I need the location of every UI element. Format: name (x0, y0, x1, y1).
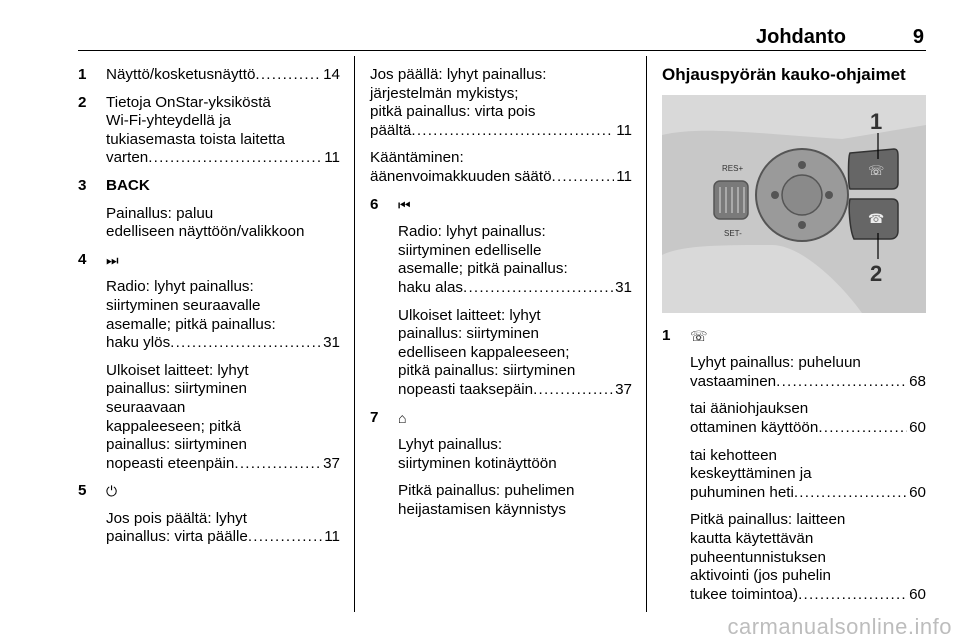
previous-track-icon: ⏮ (398, 196, 411, 213)
callout-1: 1 (870, 108, 883, 134)
phone-voice-icon: ☏ (690, 327, 708, 344)
set-label: SET- (724, 228, 742, 238)
page-reference[interactable]: päältä . . . 11 (370, 122, 632, 141)
watermark: carmanualsonline.info (727, 614, 952, 639)
page-reference[interactable]: haku alas . . . 31 (398, 279, 632, 298)
page-reference[interactable]: nopeasti taaksepäin . . . 37 (398, 381, 632, 400)
page-reference[interactable]: vastaaminen . . . 68 (690, 373, 926, 392)
item-number: 7 (370, 408, 379, 426)
section-title: Johdanto (756, 26, 846, 48)
svg-text:☎: ☎ (868, 211, 885, 227)
page-reference[interactable]: nopeasti eteenpäin . . . 37 (106, 455, 340, 474)
item-number: 1 (662, 326, 671, 344)
list-item: 4 ⏭ Radio: lyhyt painallus: siirtyminen seuraavalle asemalle; pitkä painallus: haku ylös . . . 31 Ulkoiset laitteet: lyhyt painallus: siirtyminen seuraavaan kappaleeseen; pitkä painallus: siirtyminen nopeasti eteenpäin . . . 37 (78, 251, 340, 474)
page-reference[interactable]: ottaminen käyttöön . . . 60 (690, 419, 926, 438)
list-item: 1 ☏ Lyhyt painallus: puheluun vastaaminen . . . 68 tai ääniohjauksen ottaminen käyttöön . . . 60 tai kehotteen keskeyttäminen ja puhuminen heti . . . 60 Pitkä painallus: laitteen kautta käytettävän puheentunnistuksen aktivointi (jos puhelin tukee toimintoa) . . . 60 (662, 327, 926, 605)
item-number: 1 (78, 66, 87, 83)
list-item: 2 Tietoja OnStar-yksiköstä Wi-Fi-yhteydellä ja tukiasemasta toista laitetta varten . . . 11 (78, 94, 340, 168)
res-label: RES+ (722, 163, 744, 173)
callout-2: 2 (870, 260, 883, 286)
page-reference[interactable]: varten . . . 11 (106, 149, 340, 168)
page-reference[interactable]: äänenvoimakkuuden säätö . . . 11 (370, 168, 632, 187)
list-item (78, 66, 340, 85)
page-number: 9 (912, 26, 924, 48)
list-item: 6 ⏮ Radio: lyhyt painallus: siirtyminen edelliselle asemalle; pitkä painallus: haku alas . . . 31 Ulkoiset laitteet: lyhyt painallus: siirtyminen edelliseen kappaleeseen; pitkä painallus: siirtyminen nopeasti taaksepäin . . . 37 (370, 196, 632, 400)
page-reference[interactable]: painallus: virta päälle . . . 11 (106, 528, 340, 547)
page-reference[interactable]: haku ylös . . . 31 (106, 334, 340, 353)
next-track-icon: ⏭ (106, 251, 119, 268)
list-item: 5 ⏻ Jos pois päältä: lyhyt painallus: virta päälle . . . 11 (78, 482, 340, 547)
svg-text:☏: ☏ (868, 163, 885, 179)
back-button-label: BACK (106, 176, 150, 194)
item-number: 2 (78, 93, 87, 111)
paragraph: Jos päällä: lyhyt painallus: järjestelmän mykistys; pitkä painallus: virta pois päältä . . . 11 (370, 66, 632, 140)
column-2 (370, 66, 632, 528)
home-icon: ⌂ (398, 409, 407, 426)
item-number: 5 (78, 482, 87, 500)
paragraph: Kääntäminen: äänenvoimakkuuden säätö . . . 11 (370, 149, 632, 186)
column-divider (646, 56, 647, 612)
column-divider (354, 56, 355, 612)
column-1 (78, 66, 340, 556)
steering-wheel-illustration (662, 95, 926, 313)
steering-wheel-controls-figure (662, 95, 926, 313)
section-heading: Ohjauspyörän kauko-ohjaimet (662, 65, 906, 84)
item-number: 6 (370, 195, 379, 213)
item-number: 3 (78, 176, 87, 194)
list-item: 3 BACK Painallus: paluu edelliseen näyttöön/valikkoon (78, 177, 340, 242)
page-header (78, 26, 926, 51)
power-icon: ⏻ (106, 483, 118, 500)
column-3 (662, 66, 926, 613)
list-item: 7 ⌂ Lyhyt painallus: siirtyminen kotinäyttöön Pitkä painallus: puhelimen heijastamisen käynnistys (370, 409, 632, 520)
page-reference[interactable]: Näyttö/kosketusnäyttö . . . 14 (106, 66, 340, 85)
item-number: 4 (78, 250, 87, 268)
page-reference[interactable]: puhuminen heti . . . 60 (690, 484, 926, 503)
page-reference[interactable]: tukee toimintoa) . . . 60 (690, 586, 926, 605)
